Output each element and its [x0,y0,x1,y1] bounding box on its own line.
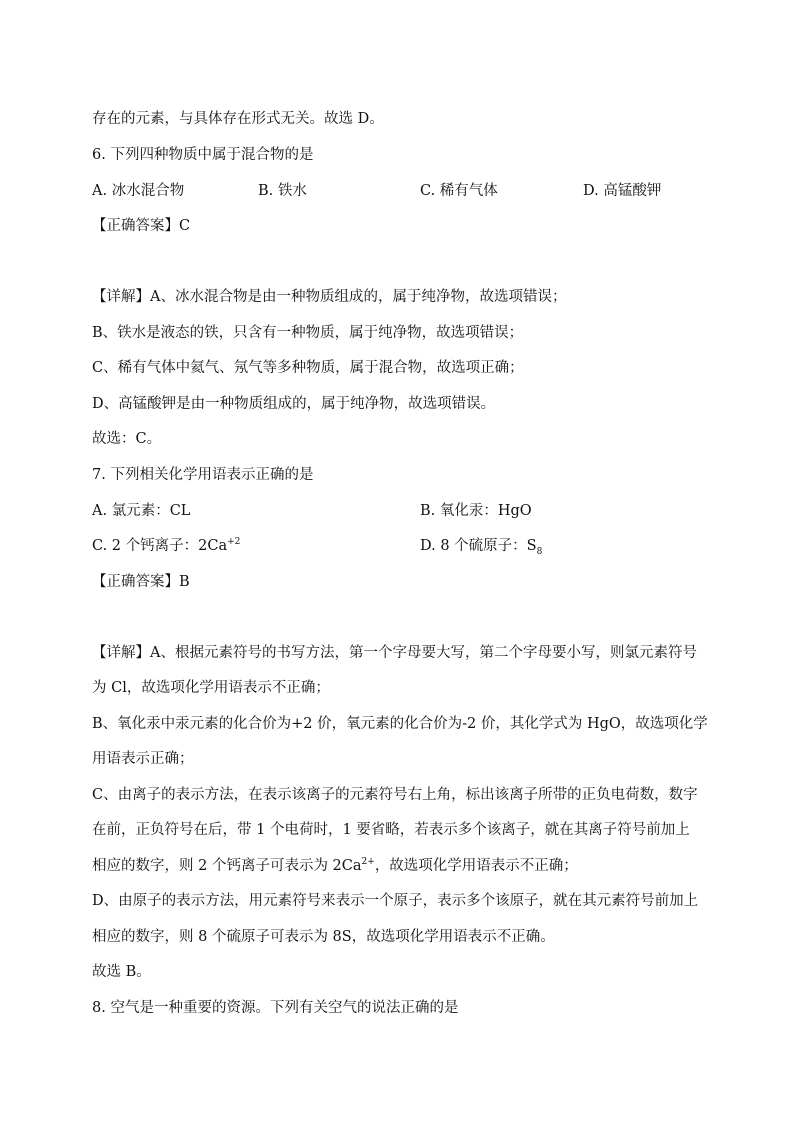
option-7c [92,536,240,556]
option-6c: C. 稀有气体 [420,183,498,199]
option-6a: A. 冰水混合物 [92,183,185,199]
conclusion-7: 故选 B。 [92,964,151,980]
explanation-line: D、高锰酸钾是由一种物质组成的，属于纯净物，故选项错误。 [92,396,496,412]
option-7c-superscript: +2 [227,537,241,548]
explanation-line: C、由离子的表示方法，在表示该离子的元素符号右上角，标出该离子所带的正负电荷数，数字 [92,787,698,803]
explanation-line: C、稀有气体中氦气、氖气等多种物质，属于混合物，故选项正确； [92,360,524,376]
explanation-line: 【详解】A、冰水混合物是由一种物质组成的，属于纯净物，故选项错误； [92,289,567,305]
explanation-line: 相应的数字，则 8 个硫原子可表示为 8S，故选项化学用语表示不正确。 [92,929,555,945]
ion-charge-superscript: 2+ [361,857,375,868]
option-7d [420,536,542,556]
explanation-line: 【详解】A、根据元素符号的书写方法，第一个字母要大写，第二个字母要小写，则氯元素符号 [92,645,697,661]
text-line: 存在的元素，与具体存在形式无关。故选 D。 [92,111,384,127]
explanation-line: 用语表示正确； [92,751,194,767]
option-7a: A. 氯元素：CL [92,503,191,519]
option-7d-subscript: 8 [536,546,543,557]
question-7: 7. 下列相关化学用语表示正确的是 [92,467,314,483]
explanation-line [92,856,578,876]
explanation-text: ，故选项化学用语表示不正确； [374,858,578,874]
explanation-line: 在前，正负符号在后，带 1 个电荷时，1 要省略，若表示多个该离子，就在其离子符号前加上 [92,822,690,838]
option-7b: B. 氧化汞：HgO [420,503,532,519]
question-6: 6. 下列四种物质中属于混合物的是 [92,147,314,163]
option-7d-text: D. 8 个硫原子：S [420,538,537,554]
option-6d: D. 高锰酸钾 [583,183,662,199]
question-8: 8. 空气是一种重要的资源。下列有关空气的说法正确的是 [92,1000,459,1016]
explanation-line: B、铁水是液态的铁，只含有一种物质，属于纯净物，故选项错误； [92,325,524,341]
conclusion-6: 故选：C。 [92,431,162,447]
option-7c-text: C. 2 个钙离子：2Ca [92,538,228,554]
explanation-line: 为 Cl，故选项化学用语表示不正确； [92,680,330,696]
option-6b: B. 铁水 [258,183,307,199]
answer-7: 【正确答案】B [92,574,190,590]
explanation-line: B、氧化汞中汞元素的化合价为+2 价，氧元素的化合价为-2 价，其化学式为 HgO，故选项化学 [92,716,708,732]
answer-6: 【正确答案】C [92,218,191,234]
explanation-line: D、由原子的表示方法，用元素符号来表示一个原子，表示多个该原子，就在其元素符号前加上 [92,893,699,909]
explanation-text: 相应的数字，则 2 个钙离子可表示为 2Ca [92,858,362,874]
